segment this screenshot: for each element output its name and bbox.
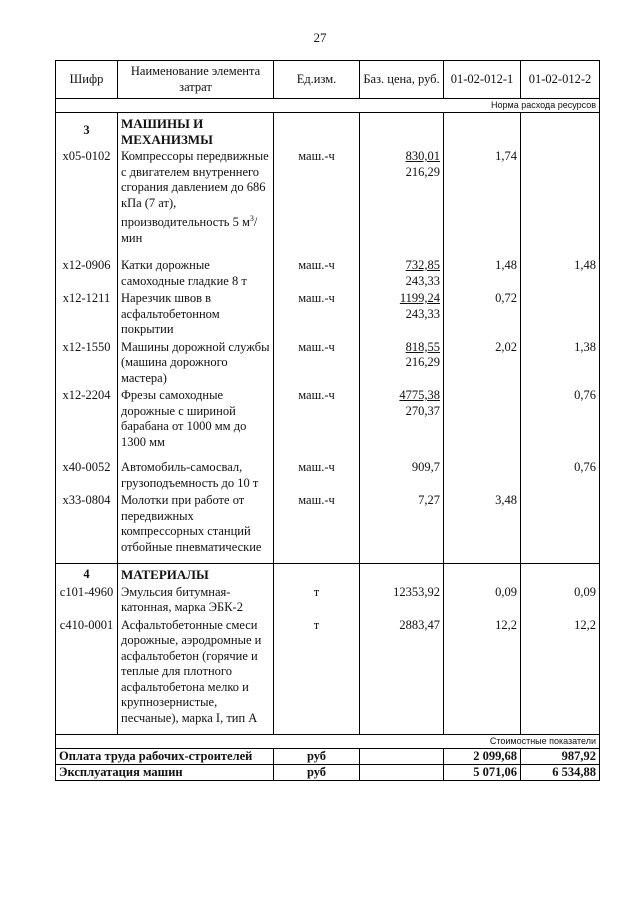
row-price: 2883,47: [360, 617, 444, 735]
row-name: Эмульсия битумная-катонная, марка ЭБК-2: [118, 584, 274, 617]
row-price: 7,27: [360, 492, 444, 564]
price-value: 818,55: [405, 339, 440, 354]
summary-value-2: 6 534,88: [521, 765, 600, 781]
table-row: [56, 617, 600, 735]
row-name: Компрессоры передвижные с двигателем внутреннего сгорания давлением до 686 кПа (7 ат), производительность 5 $м^3$/мин: [118, 148, 274, 247]
row-code: х12-0906: [56, 257, 118, 290]
table-header-row: [56, 61, 600, 99]
row-unit: маш.-ч: [274, 290, 360, 339]
summary-label: Эксплуатация машин: [56, 765, 274, 781]
header-col2: 01-02-012-2: [521, 61, 600, 99]
header-col1: 01-02-012-1: [444, 61, 521, 99]
page-number: 27: [313, 30, 327, 45]
table-row: [56, 584, 600, 617]
row-code: х12-1211: [56, 290, 118, 339]
summary-empty: [360, 749, 444, 765]
table-row: [56, 257, 600, 290]
cost-bar-row: [56, 735, 600, 749]
table-row: [56, 339, 600, 388]
row-code: с101-4960: [56, 584, 118, 617]
row-code: х12-2204: [56, 387, 118, 451]
row-name: Молотки при работе от передвижных компрессорных станций отбойные пневматические: [118, 492, 274, 564]
row-value-1: 0,09: [444, 584, 521, 617]
row-unit: маш.-ч: [274, 148, 360, 247]
row-name: Фрезы самоходные дорожные с шириной барабана от 1000 мм до 1300 мм: [118, 387, 274, 451]
row-name: Автомобиль-самосвал, грузоподъемность до 10 т: [118, 459, 274, 492]
section-number: 3: [56, 113, 118, 149]
row-unit: т: [274, 584, 360, 617]
row-price: 909,7: [360, 459, 444, 492]
row-value-2: [521, 290, 600, 339]
row-unit: маш.-ч: [274, 257, 360, 290]
summary-unit: руб: [274, 749, 360, 765]
summary-empty: [360, 765, 444, 781]
table-row: [56, 148, 600, 247]
row-value-2: 1,38: [521, 339, 600, 388]
summary-unit: руб: [274, 765, 360, 781]
summary-label: Оплата труда рабочих-строителей: [56, 749, 274, 765]
header-name: Наименование элемента затрат: [118, 61, 274, 99]
section-title: МАТЕРИАЛЫ: [118, 564, 274, 584]
row-price: [360, 148, 444, 247]
row-value-2: 1,48: [521, 257, 600, 290]
row-code: х33-0804: [56, 492, 118, 564]
row-value-1: 3,48: [444, 492, 521, 564]
row-name: Нарезчик швов в асфальтобетонном покрытии: [118, 290, 274, 339]
header-price: Баз. цена, руб.: [360, 61, 444, 99]
section-number: 4: [56, 564, 118, 584]
table-row: [56, 387, 600, 451]
row-value-2: 0,09: [521, 584, 600, 617]
summary-value-1: 2 099,68: [444, 749, 521, 765]
row-unit: маш.-ч: [274, 387, 360, 451]
row-price: 12353,92: [360, 584, 444, 617]
resource-table: [55, 60, 600, 781]
summary-value-2: 987,92: [521, 749, 600, 765]
cost-bar: Стоимостные показатели: [56, 735, 600, 749]
row-price: [360, 257, 444, 290]
row-value-1: 0,72: [444, 290, 521, 339]
price-salary: 243,33: [405, 273, 440, 288]
row-value-1: 1,48: [444, 257, 521, 290]
row-name: Катки дорожные самоходные гладкие 8 т: [118, 257, 274, 290]
summary-row: [56, 765, 600, 781]
row-code: х40-0052: [56, 459, 118, 492]
row-name: Асфальтобетонные смеси дорожные, аэродромные и асфальтобетон (горячие и теплые для плотного асфальтобетона мелко и крупнозернистые, песчаные), марка I, тип А: [118, 617, 274, 735]
section-heading-row: [56, 564, 600, 584]
row-price: [360, 339, 444, 388]
row-value-2: 12,2: [521, 617, 600, 735]
price-salary: 243,33: [405, 306, 440, 321]
header-code: Шифр: [56, 61, 118, 99]
row-code: с410-0001: [56, 617, 118, 735]
row-unit: маш.-ч: [274, 492, 360, 564]
row-price: [360, 290, 444, 339]
row-unit: маш.-ч: [274, 459, 360, 492]
row-value-2: [521, 148, 600, 247]
row-price: [360, 387, 444, 451]
section-heading-row: [56, 113, 600, 149]
price-salary: 216,29: [405, 355, 440, 370]
table-row: [56, 459, 600, 492]
row-unit: маш.-ч: [274, 339, 360, 388]
price-value: 1199,24: [399, 291, 440, 306]
price-salary: 216,29: [405, 164, 440, 179]
price-salary: 270,37: [405, 403, 440, 418]
norm-bar: Норма расхода ресурсов: [56, 99, 600, 113]
row-value-1: 12,2: [444, 617, 521, 735]
row-value-2: 0,76: [521, 387, 600, 451]
row-value-1: 2,02: [444, 339, 521, 388]
price-value: 4775,38: [399, 388, 440, 403]
table-row: [56, 290, 600, 339]
norm-bar-row: [56, 99, 600, 113]
row-value-1: [444, 459, 521, 492]
summary-value-1: 5 071,06: [444, 765, 521, 781]
row-value-2: 0,76: [521, 459, 600, 492]
row-name: Машины дорожной службы (машина дорожного мастера): [118, 339, 274, 388]
table-row: [56, 492, 600, 564]
row-code: х12-1550: [56, 339, 118, 388]
summary-row: [56, 749, 600, 765]
row-code: х05-0102: [56, 148, 118, 247]
row-value-1: [444, 387, 521, 451]
section-title: МАШИНЫ И МЕХАНИЗМЫ: [118, 113, 274, 149]
header-unit: Ед.изм.: [274, 61, 360, 99]
row-value-1: 1,74: [444, 148, 521, 247]
row-value-2: [521, 492, 600, 564]
price-value: 830,01: [405, 149, 440, 163]
price-value: 732,85: [405, 258, 440, 273]
row-unit: т: [274, 617, 360, 735]
